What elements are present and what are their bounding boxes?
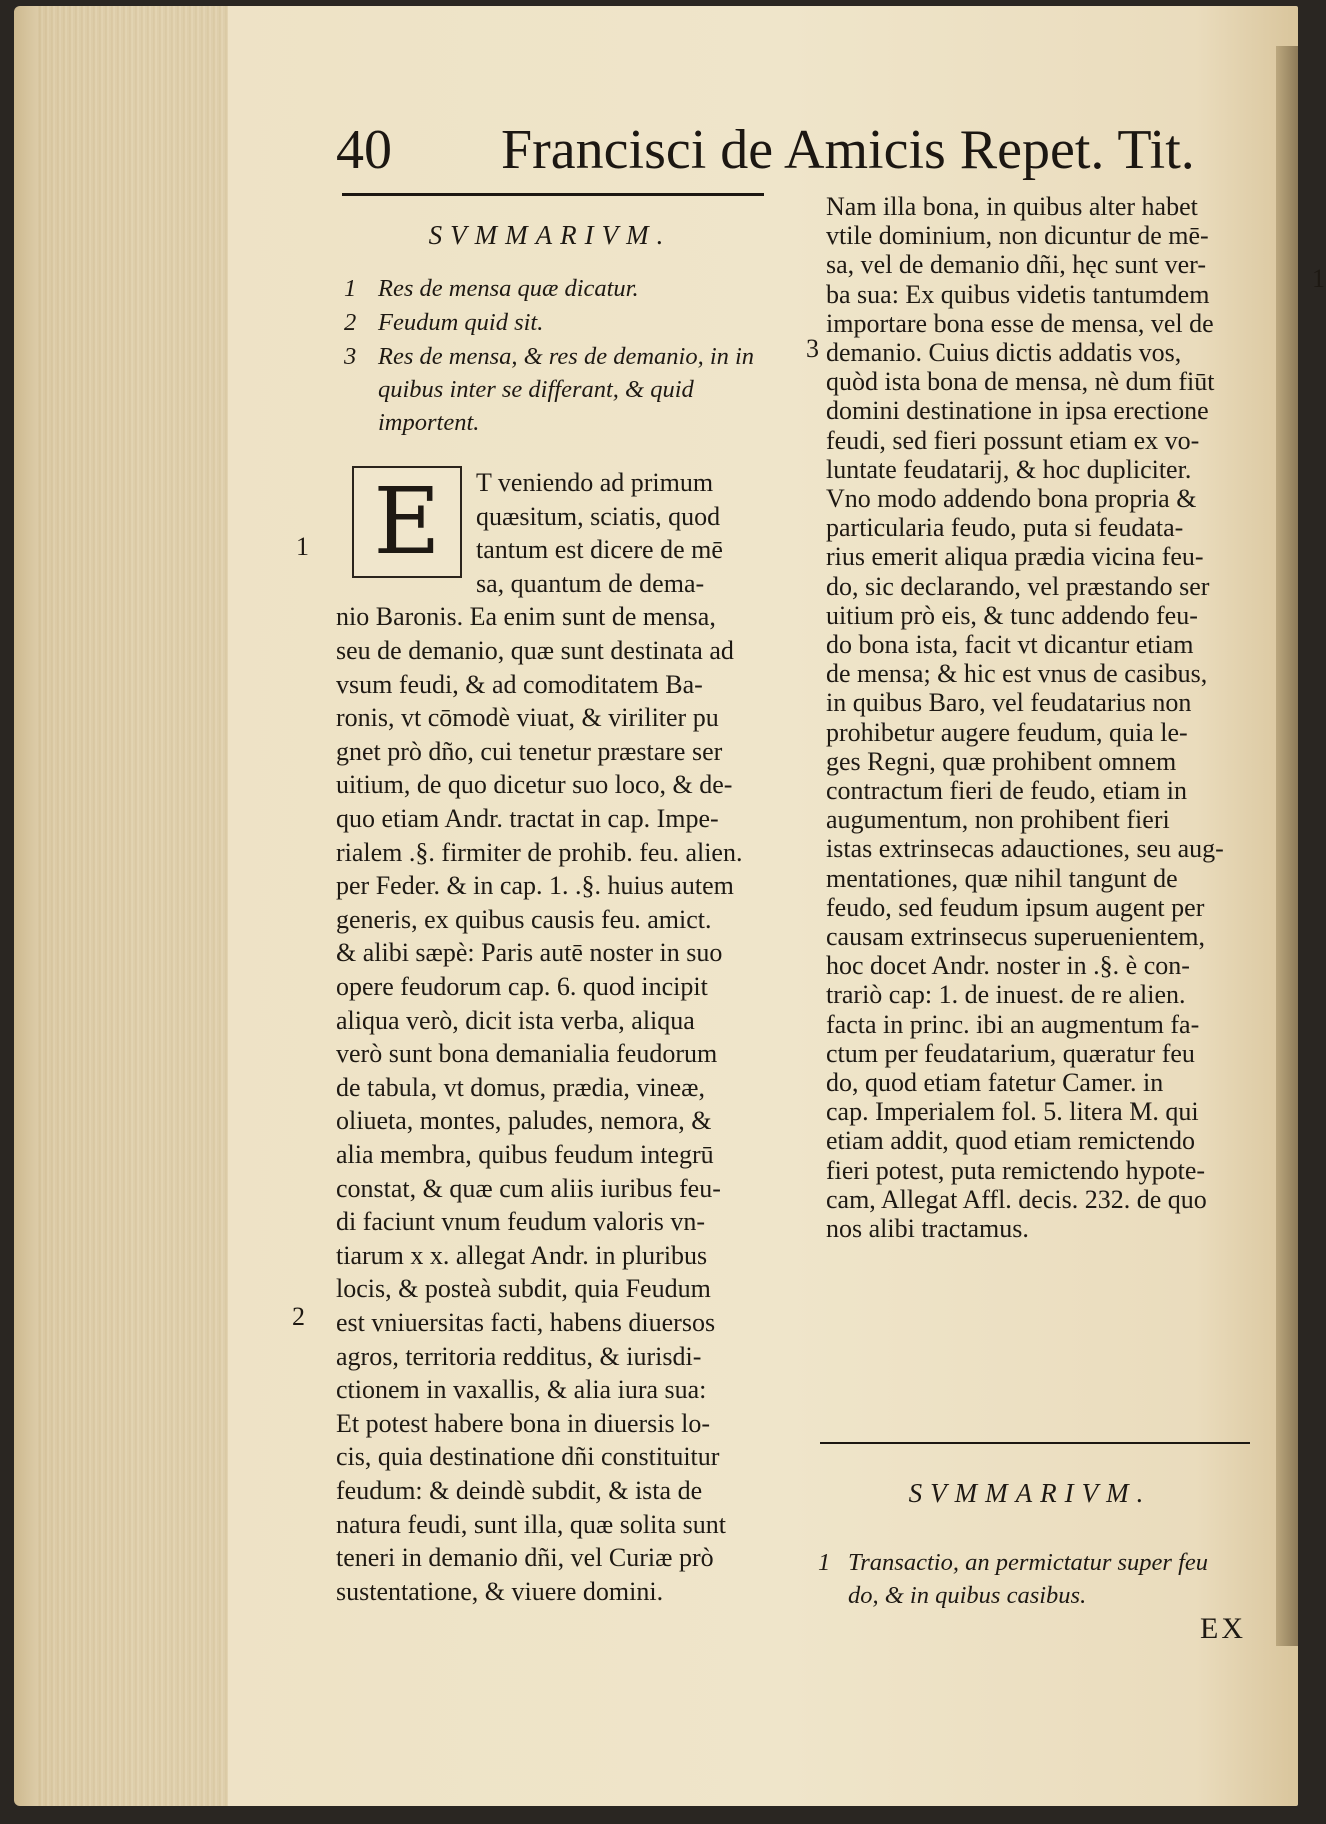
text-line: quòd ista bona de mensa, nè dum fiūt [826,367,1215,397]
text-line: Nam illa bona, in quibus alter habet [826,192,1198,221]
summary-item [344,272,774,305]
text-line: gnet prò dño, cui tenetur præstare ser [336,736,723,766]
text-line: di faciunt vnum feudum valoris vn- [336,1207,705,1237]
text-line: vtile dominium, non dicuntur de mē- [826,221,1209,251]
text-line: aliqua verò, dicit ista verba, aliqua [336,1005,695,1035]
text-line: vsum feudi, & ad comoditatem Ba- [336,669,703,699]
summary-item-text: Feudum quid sit. [378,309,544,336]
margin-note-number: 3 [806,334,819,363]
text-line: do bona ista, facit vt dicantur etiam [826,630,1194,659]
catchword: EX [1200,1612,1246,1645]
text-line: nio Baronis. Ea enim sunt de mensa, [336,602,716,632]
text-line: mentationes, quæ nihil tangunt de [826,863,1178,893]
text-line: cis, quia destinatione dñi constituitur [336,1442,720,1472]
text-line: tantum est dicere de mē [476,535,723,565]
text-line: locis, & posteà subdit, quia Feudum [336,1274,711,1304]
summary-title-2: SVMMARIVM. [908,1478,1152,1508]
text-line: in quibus Baro, vel feudatarius non [826,688,1192,718]
summary-item-number: 1 [344,275,357,302]
text-line: per Feder. & in cap. 1. .§. huius autem [336,871,734,901]
text-line: quo etiam Andr. tractat in cap. Impe- [336,804,719,833]
text-line: sa, vel de demanio dñi, hęc sunt ver- [826,250,1206,280]
text-line: uitium, de quo dicetur suo loco, & de- [336,770,733,800]
text-line: hoc docet Andr. noster in .§. è con- [826,951,1190,981]
text-line: alia membra, quibus feudum integrū [336,1140,714,1169]
text-line: T veniendo ad primum [476,468,714,497]
text-line: nos alibi tractamus. [826,1214,1029,1243]
text-line: trariò cap: 1. de inuest. de re alien. [826,980,1186,1010]
text-line: particularia feudo, puta si feudata- [826,513,1184,543]
text-line: do, sic declarando, vel præstando ser [826,571,1210,601]
text-line: quæsitum, sciatis, quod [476,501,721,531]
decorated-initial [352,466,462,578]
text-line: seu de demanio, quæ sunt destinata ad [336,636,734,665]
summary-item [344,340,774,439]
margin-note-number: 1 [1312,264,1325,293]
text-line: etiam addit, quod etiam remictendo [826,1126,1195,1156]
text-line: ctum per feudatarium, quæratur feu [826,1038,1195,1068]
text-line: de tabula, vt domus, prædia, vineæ, [336,1072,706,1102]
text-line: opere feudorum cap. 6. quod incipit [336,972,708,1001]
text-line: istas extrinsecas adauctiones, seu aug- [826,834,1224,864]
text-line: est vniuersitas facti, habens diuersos [336,1308,716,1337]
text-line: teneri in demanio dñi, vel Curiæ prò [336,1543,714,1573]
text-line: rius emerit aliqua prædia vicina feu- [826,542,1204,572]
running-header [336,118,1195,188]
text-line: oliueta, montes, paludes, nemora, & [336,1106,712,1136]
text-line: verò sunt bona demanialia feudorum [336,1039,718,1069]
text-line: generis, ex quibus causis feu. amict. [336,904,712,934]
summary-item-number: 3 [344,343,357,370]
summary-item [818,1546,1258,1612]
text-line: importare bona esse de mensa, vel de [826,308,1214,338]
text-line: cap. Imperialem fol. 5. litera M. qui [826,1097,1199,1127]
text-line: demanio. Cuius dictis addatis vos, [826,338,1182,367]
summary-item-text: Transactio, an permictatur super feu do, & in quibus casibus. [848,1549,1209,1609]
text-line: ronis, vt cōmodè viuat, & viriliter pu [336,703,719,733]
text-line: natura feudi, sunt illa, quæ solita sunt [336,1509,726,1539]
text-line: sustentatione, & viuere domini. [336,1576,664,1606]
text-line: constat, & quæ cum aliis iuribus feu- [336,1173,721,1203]
text-line: luntate feudatarij, & hoc dupliciter. [826,454,1192,484]
text-line: contractum fieri de feudo, etiam in [826,776,1187,805]
text-line: feudo, sed feudum ipsum augent per [826,892,1205,922]
summary-item-text: Res de mensa, & res de demanio, in in quibus inter se differant, & quid importent. [378,343,755,436]
text-line: Et potest habere bona in diuersis lo- [336,1408,711,1438]
page-number: 40 [336,119,392,181]
summary-item-text: Res de mensa quæ dicatur. [378,275,639,302]
text-line: do, quod etiam fatetur Camer. in [826,1068,1164,1097]
text-line: rialem .§. firmiter de prohib. feu. alien. [336,837,743,867]
text-line: & alibi sæpè: Paris autē noster in suo [336,938,723,968]
text-line: feudum: & deindè subdit, & ista de [336,1476,703,1505]
text-line: feudi, sed fieri possunt etiam ex vo- [826,425,1200,455]
header-rule [342,193,764,196]
summary-item [344,306,774,339]
text-line: tiarum x x. allegat Andr. in pluribus [336,1240,708,1270]
text-line: de mensa; & hic est vnus de casibus, [826,659,1208,689]
text-line: Vno modo addendo bona propria & [826,484,1197,513]
page-gutter-edge [1276,46,1298,1646]
text-line: agros, territoria redditus, & iurisdi- [336,1341,702,1371]
summary-item-number: 1 [818,1549,831,1576]
text-line: prohibetur augere feudum, quia le- [826,717,1188,747]
text-line: uitium prò eis, & tunc addendo feu- [826,600,1198,630]
text-line: sa, quantum de dema- [476,568,705,598]
margin-note-number: 2 [292,1302,305,1331]
running-title: Francisci de Amicis Repet. Tit. [501,119,1195,181]
margin-note-number: 1 [296,532,309,561]
text-line: ba sua: Ex quibus videtis tantumdem [826,279,1210,309]
text-line: cam, Allegat Affl. decis. 232. de quo [826,1184,1207,1214]
text-line: domini destinatione in ipsa erectione [826,396,1209,426]
initial-letter: E [373,468,441,575]
text-line: ges Regni, quæ prohibent omnem [826,746,1177,776]
text-line: fieri potest, puta remictendo hypote- [826,1155,1206,1185]
summary-item-number: 2 [344,309,357,336]
page-fore-edge [38,6,228,1806]
text-line: causam extrinsecus superuenientem, [826,922,1206,951]
text-line: facta in princ. ibi an augmentum fa- [826,1009,1200,1039]
text-line: augumentum, non prohibent fieri [826,805,1170,835]
section-rule [820,1442,1250,1444]
text-line: ctionem in vaxallis, & alia iura sua: [336,1375,707,1405]
summary-title: SVMMARIVM. [428,220,672,250]
